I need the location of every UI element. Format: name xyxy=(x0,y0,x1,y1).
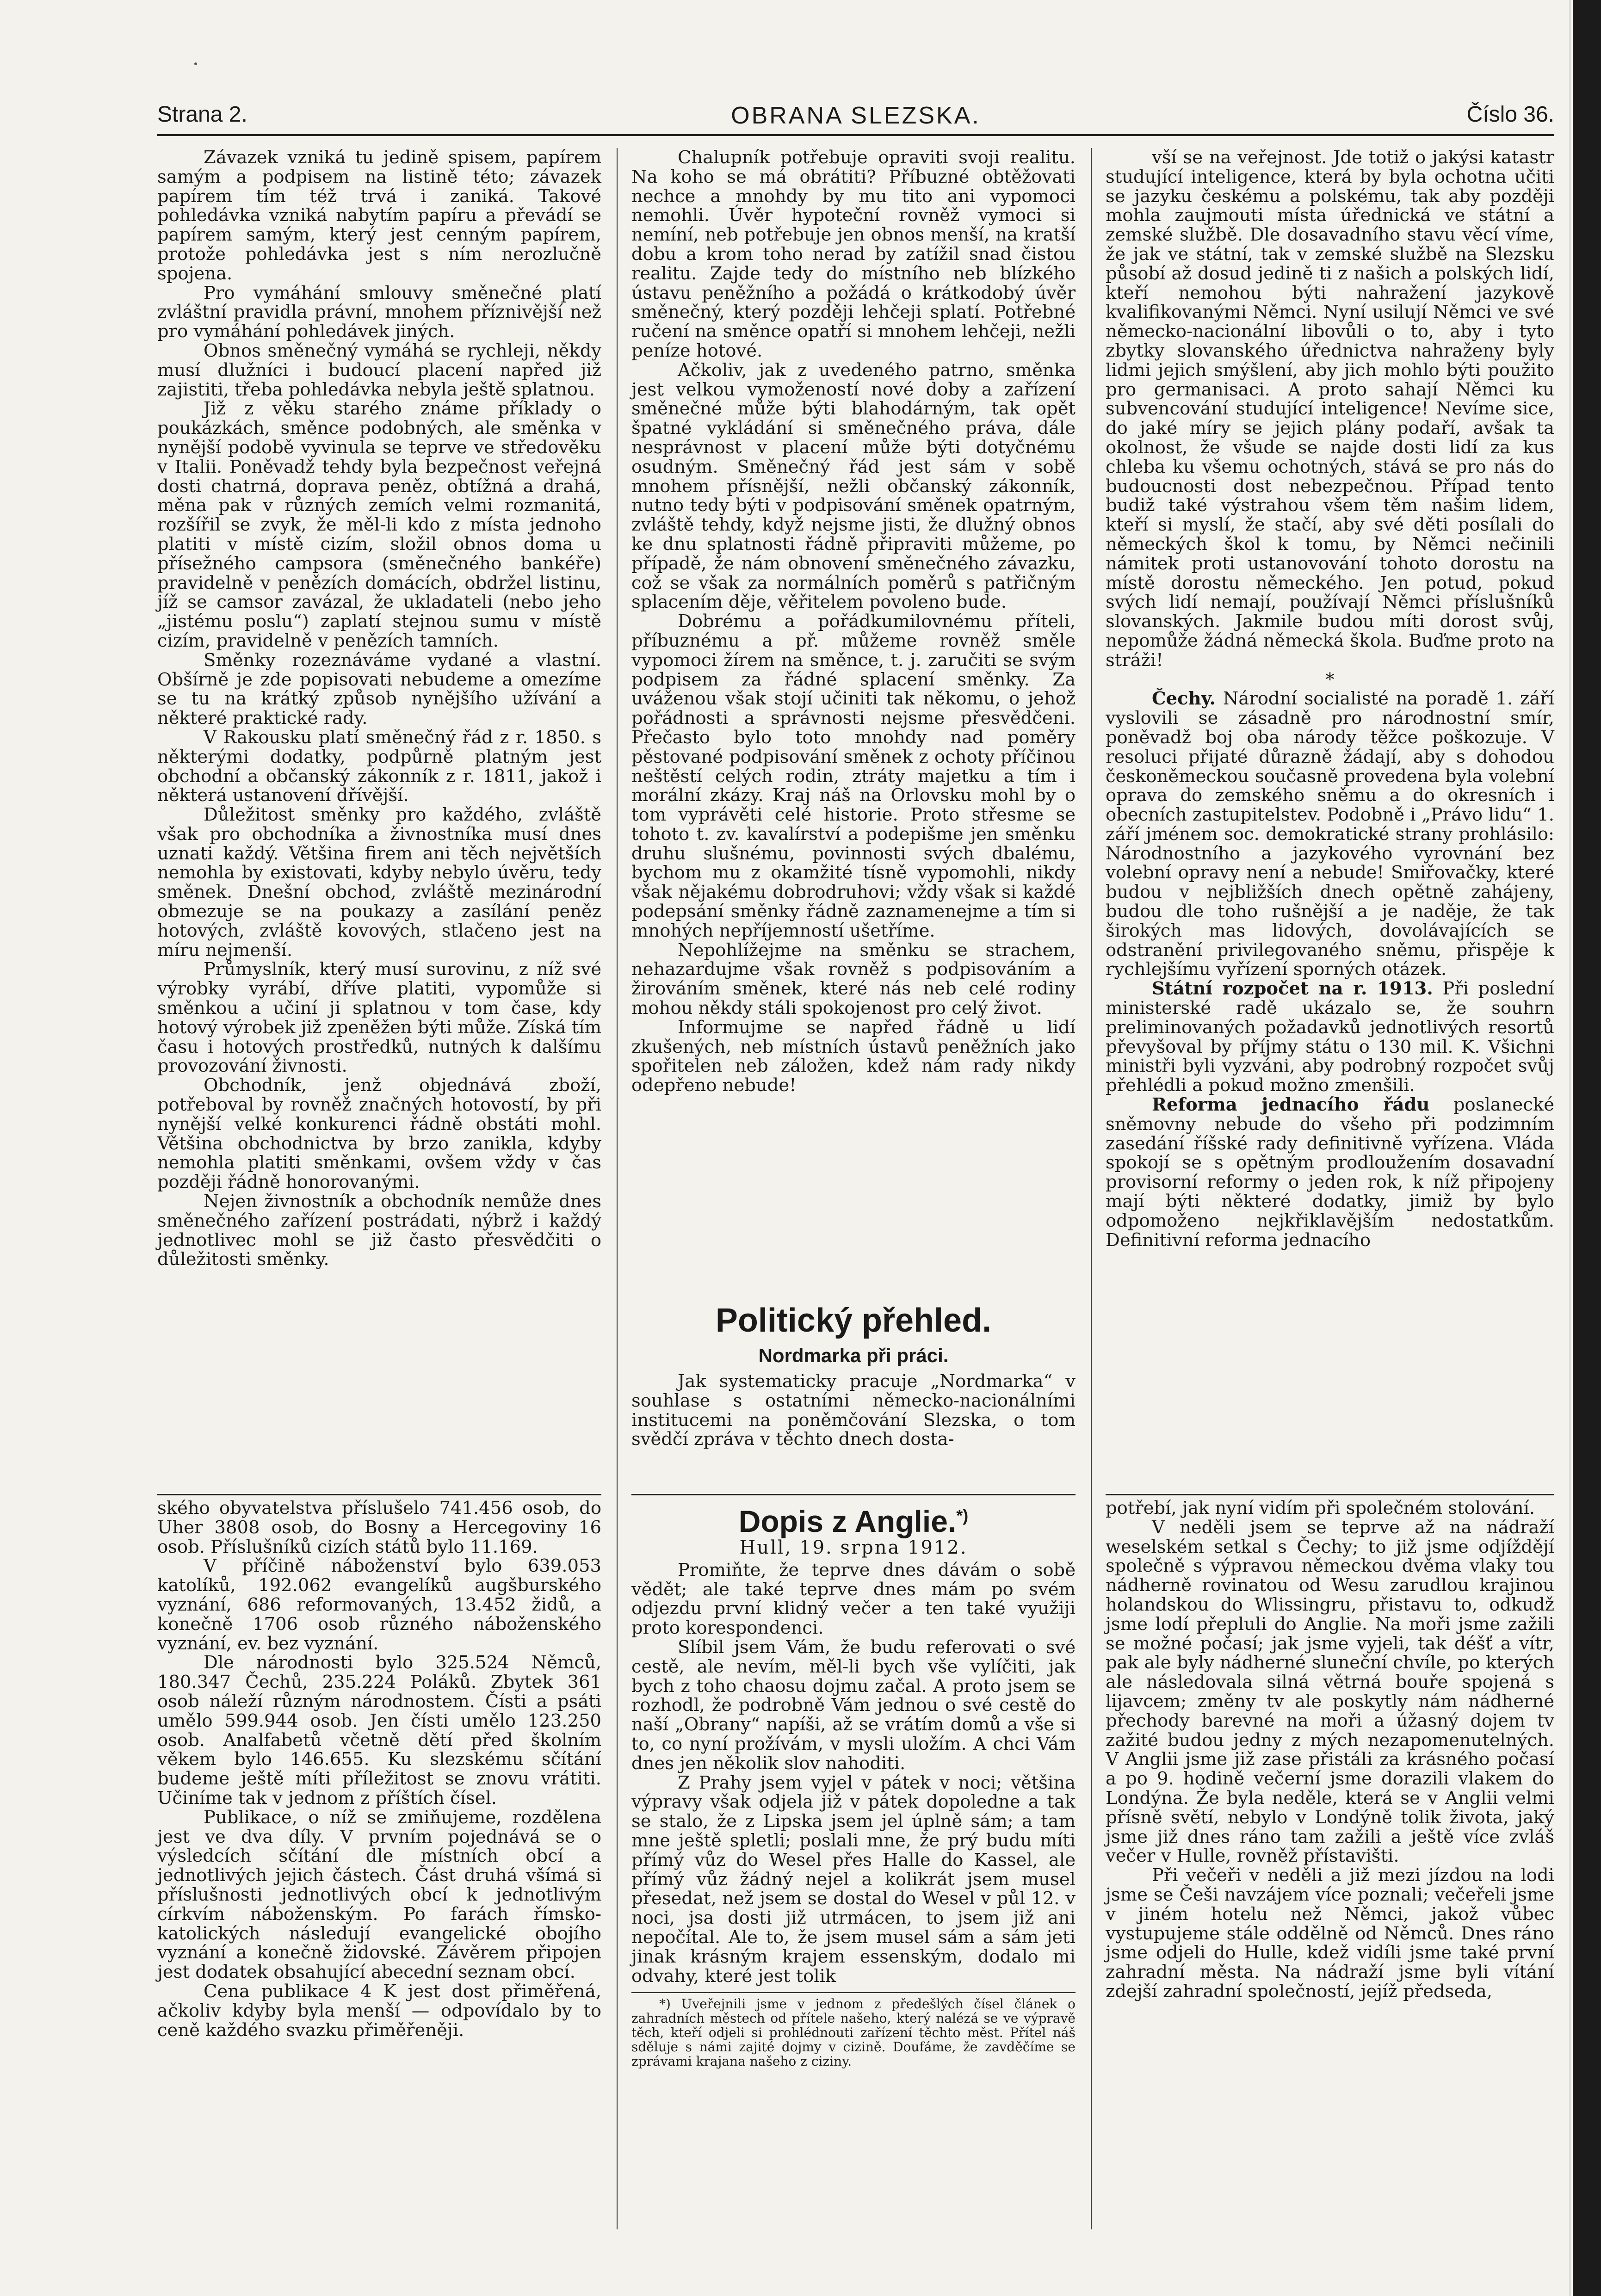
body-text: Národní socialisté na poradě 1. září vyslovili se zásadně pro národnostní smír, poněvadž boj oba národy těžce poškozuje. V resoluci přijaté důrazně žádají, aby s dohodou českoněmeckou současně provedena byla volební oprava do zemského sněmu a do okresních i obecních zastupitelstev. Podobně i „Právo lidu“ 1. září jménem soc. demokratické strany prohlásilo: Národnostního a jazykového vyrovnání bez volební opravy není a nebude! Smiřovačky, které budou v nejbližších dnech opětně zahájeny, budou dle toho rušnější a je naděje, že tak širokých mas lidových, dovolávajících se odstranění privilegovaného sněmu, přispěje k rychlejšímu vyřízení sporných otázek. xyxy=(1106,688,1554,980)
paragraph: Slíbil jsem Vám, že budu referovati o své cestě, ale nevím, měl-li bych vše vylíčiti, jak bych z toho chaosu dojmu začal. A proto jsem se rozhodl, že podrobně Vám jednou o své cestě do naší „Obrany“ napíši, až se vrátím domů a vše si to, co nyní prožívám, v mysli uložím. A chci Vám dnes jen několik slov nahoditi. xyxy=(631,1636,1076,1774)
paragraph: Informujme se napřed řádně u lidí zkušených, neb místních ústavů peněžních jako spořitelen neb záložen, kdež nám rady nikdy odepřeno nebude! xyxy=(631,1017,1076,1096)
dateline: Hull, 19. srpna 1912. xyxy=(739,1537,968,1558)
footnote: *) Uveřejnili jsme v jednom z předešlých čísel článek o zahradních městech od přítele našeho, který nalézá se ve výpravě těch, kteří odjeli si prohlédnouti zařízení těchto měst. Přítel náš sděluje s námi zajité dojmy v cizině. Doufáme, že zavděčíme se zprávami krajana našeho z ciziny. xyxy=(631,1992,1076,2068)
lead-text: Čechy. xyxy=(1152,688,1216,710)
paragraph: Důležitost směnky pro každého, zvláště však pro obchodníka a živnostníka musí dnes uznati každý. Většina firem ani těch největších nemohla by existovati, kdyby nebylo úvěru, tedy směnek. Dnešní obchod, zvláště mezinárodní obmezuje se na poukazy a zasílání peněz hotových, zvláště kovových, stlačeno jest na míru nejmenší. xyxy=(157,804,601,961)
column-divider xyxy=(1091,148,1092,2229)
paragraph: Směnky rozeznáváme vydané a vlastní. Obšírně je zde popisovati nebudeme a omezíme se tu na krátký způsob nynějšího užívání a některé praktické rady. xyxy=(157,649,601,729)
section-rule xyxy=(157,1494,601,1495)
paragraph: V neděli jsem se teprve až na nádraží weselském setkal s Čechy; to již jsme odjíždějí společně s výpravou německou dvěma vlaky tou nádherně rovinatou od Wesu zarudlou krajinou holandskou do Wlissingru, přistavu to, odkudž jsme lodí přepluli do Anglie. Na moři jsme zažili se možné počasí; jak jsme vyjeli, tak déšť a vítr, pak ale byly nádherné sluneční chvíle, po kterých ale následovala silná větrná bouře spojená s lijavcem; změny tv ale poskytly nám nádherné přechody barevné na moři a úžasný dojem tv zažité budou jedny z mých nezapomenutelných. V Anglii jsme již zase přistáli za krásného počasí a po 9. hodině večerní jsme dorazili vlakem do Londýna. Že byla neděle, která se v Anglii velmi přísně světí, nebylo v Londýně tolik života, jaký jsme již dnes ráno tam zažili a ještě více zvláš večer v Hulle, rovněž přístavišti. xyxy=(1106,1517,1554,1867)
paragraph: Z Prahy jsem vyjel v pátek v noci; většina výpravy však odjela již v pátek dopoledne a tak se stalo, že z Lipska jsem jel úplně sám; a tam mne ještě spletli; poslali mne, že prý budu míti přímý vůz do Wesel přes Halle do Kassel, ale přímý vůz žádný nejel a kolikrát jsem musel přesedat, než jsem se dostal do Wesel v půl 12. v noci, jsa dosti již utrmácen, to jsem již ani nepočítal. Ale to, že jsem musel sám a sám jeti jinak krásným krajem essenským, dodalo mi odvahy, které jest tolik xyxy=(631,1772,1076,1987)
column-divider xyxy=(617,148,618,2229)
column-1-smenky xyxy=(157,148,601,1545)
footnote-mark: *) xyxy=(956,1506,969,1525)
newspaper-page xyxy=(157,97,1554,2234)
scan-edge-strip xyxy=(1573,0,1601,2296)
paragraph: Průmyslník, který musí surovinu, z níž své výrobky vyrábí, dříve platiti, vypomůže si směnkou a učiní ji splatnou v tom čase, kdy hotový výrobek již zpeněžen býti může. Získá tím času i hotových prostředků, nutných k dalšímu provozování živnosti. xyxy=(157,959,601,1077)
body-text: poslanecké sněmovny nebude do všeho při podzimním zasedání říšské rady definitivně vyřízena. Vláda spokojí se s opětným prodloužením dosavadní provisorní reformy o jeden rok, k níž připojeny mají býti některé dodatky, jimiž by bylo odpomoženo nejkřiklavějším nedostatkům. Definitivní reforma jednacího xyxy=(1106,1094,1554,1251)
paragraph: ského obyvatelstva příslušelo 741.456 osob, do Uher 3808 osob, do Bosny a Hercegoviny 16 osob. Příslušníků cizích států bylo 11.169. xyxy=(157,1498,601,1557)
page-number: Strana 2. xyxy=(157,102,247,127)
lead-text: Státní rozpočet na r. 1913. xyxy=(1152,978,1433,1000)
page-header xyxy=(157,97,1554,136)
paragraph: Promiňte, že teprve dnes dávám o sobě vědět; ale také teprve dnes mám po svém odjezdu první klidný večer a ten také využiji proto korespondenci. xyxy=(631,1559,1076,1639)
paragraph: Obnos směnečný vymáhá se rychleji, někdy musí dlužníci i budoucí placení napřed již zajistiti, třeba pohledávka nebyla ještě splatnou. xyxy=(157,340,601,400)
column-3-dopis-continued xyxy=(1106,1499,1554,2001)
issue-number: Číslo 36. xyxy=(1466,102,1554,127)
column-3-politika xyxy=(1106,148,1554,1503)
dopis-z-anglie-article xyxy=(631,1499,1076,2068)
paragraph: vší se na veřejnost. Jde totiž o jakýsi katastr studující inteligence, která by byla ochotna učiti se jazyku českému a polskému, tak aby později mohla zaujmouti místa úřednická ve státní a zemské službě. Dle dosavadního stavu věcí víme, že jak ve státní, tak v zemské službě na Slezsku působí až dosud jedině ti z našich a polských lidí, kteří nemohou býti nahražení jazykově kvalifikovanými Němci. Nyní usilují Němci ve své německo-nacionální libovůli o to, aby i tyto zbytky slovanského úřednictva nahraženy byly lidmi jejich smýšlení, aby jich mohlo býti použito pro germanisaci. A proto sahají Němci ku subvencování studující inteligence! Nevíme sice, do jaké míry se jejich plány podaří, avšak ta okolnost, že všude se najde dosti lidí za kus chleba ku všemu ochotných, stává se pro nás do budoucnosti dost nebezpečnou. Případ tento budiž také výstrahou všem těm našim lidem, kteří si myslí, že stačí, aby své děti posílali do německých škol k tomu, by Němci nečinili námitek proti ustanovování tohoto dorostu na místě dorostu německého. Jen potud, pokud svých lidí nemají, používají Němci příslušníků slovanských. Jakmile budou míti dorost svůj, nepomůže žádná německá škola. Buďme proto na stráži! xyxy=(1106,147,1554,671)
body-text: Při poslední ministerské radě ukázalo se, že souhrn preliminovaných požadavků jednotlivých resortů převyšoval by příjmy státu o 130 mil. K. Všichni ministři byli vyzváni, aby podrobný rozpočet svůj přehlédli a pokud možno zmenšili. xyxy=(1106,978,1554,1096)
article-title xyxy=(631,1499,1076,1538)
paragraph: potřebí, jak nyní vidím při společném stolování. xyxy=(1106,1498,1535,1518)
paragraph: Dle národnosti bylo 325.524 Němců, 180.347 Čechů, 235.224 Poláků. Zbytek 361 osob náleží různým národnostem. Čísti a psáti umělo 599.944 osob. Jen čísti umělo 123.250 osob. Analfabetů včetně dětí před školním věkem bylo 146.655. Ku slezskému sčítání budeme ještě míti příležitost se znovu vrátiti. Učiníme tak v jednom z příštích čísel. xyxy=(157,1652,601,1808)
paragraph: Ačkoliv, jak z uvedeného patrno, směnka jest velkou vymožeností nové doby a zařízení směnečné může býti blahodárným, tak opět špatné vykládání si směnečného práva, dále nesprávnost v placení může býti dotyčnému osudným. Směnečný řád jest sám v sobě mnohem přísnější, nežli občanský zákonník, nutno tedy býti v podpisování směnek opatrným, zvláště tehdy, když nejsme jisti, že dlužný obnos ke dnu splatnosti řádně připraviti můžeme, po případě, že nám obnovení směnečného závazku, což se však za normálních poměrů s patřičným splacením děje, věřitelem povoleno bude. xyxy=(631,359,1076,613)
paragraph: Obchodník, jenž objednává zboží, potřeboval by rovněž značných hotovostí, by při nynější velké konkurenci řádně obstáti mohl. Většina obchodnictva by brzo zanikla, kdyby nemohla platiti směnkami, ovšem vždy v čas později řádně honorovanými. xyxy=(157,1075,601,1193)
article-title-text: Dopis z Anglie. xyxy=(738,1504,957,1538)
lead-text: Reforma jednacího řádu xyxy=(1152,1094,1430,1116)
politicky-prehled-section xyxy=(631,1290,1076,1449)
paragraph: Dobrému a pořádkumilovnému příteli, příbuznému a př. můžeme rovněž směle vypomoci žírem na směnce, t. j. zaručiti se svým podpisem za řádné splacení směnky. Za uváženou však stojí učiniti tak někomu, o jehož pořádnosti a správnosti nejsme přesvědčeni. Přečasto bylo toto mnohdy nad poměry pěstované podpisování směnek z ochoty příčinou neštěstí celých rodin, ztráty majetku a tím i morální zkázy. Kraj náš na Orlovsku mohl by o tom vyprávěti celé historie. Proto střesme se tohoto t. zv. kavalírství a podepišme jen směnku druhu slušnému, povinnosti svých dbalému, bychom mu z okamžité tísně vypomohli, nikdy však nějakému dobrodruhovi; vždy však si každé podepsání směnky řádně zaznamenejme a tím si mnohých nepříjemností ušetříme. xyxy=(631,611,1076,941)
paragraph: Závazek vzniká tu jedině spisem, papírem samým a podpisem na listině této; závazek papírem tím též trvá i zaniká. Takové pohledávka vzniká nabytím papíru a převádí se papírem samým, který jest cenným papírem, protože pohledávka jest s ním nerozlučně spojena. xyxy=(157,147,601,284)
paragraph: Jak systematicky pracuje „Nordmarka“ v souhlase s ostatními německo-nacionálními institucemi na poněmčování Slezska, o tom svědčí zpráva v těchto dnech dosta- xyxy=(631,1371,1076,1450)
paragraph: Cena publikace 4 K jest dost přiměřená, ačkoliv kdyby byla menší — odpovídalo by to ceně každého svazku přiměřeněji. xyxy=(157,1981,601,2041)
section-title: Politický přehled. xyxy=(715,1302,992,1339)
paragraph: Pro vymáhání smlouvy směnečné platí zvláštní pravidla právní, mnohem příznivější než pro vymáhání pohledávek jiných. xyxy=(157,282,601,342)
column-1-scitani xyxy=(157,1499,601,2040)
paragraph: Chalupník potřebuje opraviti svoji realitu. Na koho se má obrátiti? Příbuzné obtěžovati nechce a mnohdy by mu tito ani vypomoci nemohli. Úvěr hypoteční rovněž vymoci si nemíní, neb potřebuje jen obnos menší, na kratší dobu a krom toho nerad by zatížil snad čistou realitu. Zajde tedy do místního neb blízkého ústavu peněžního a požádá o krátkodobý úvěr směnečný, který později lehčeji splatí. Potřebné ručení na směnce opatří si mnohem lehčeji, nežli peníze hotové. xyxy=(631,147,1076,361)
paragraph: V příčině náboženství bylo 639.053 katolíků, 192.062 evangelíků augšburského vyznání, 686 reformovaných, 13.452 židů, a konečně 1706 osob různého náboženského vyznání, ev. bez vyznání. xyxy=(157,1555,601,1654)
paragraph: Při večeři v neděli a již mezi jízdou na lodi jsme se Češi navzájem více poznali; večeřeli jsme v jiném hotelu než Němci, jakož vůbec vystupujeme stále oddělně od Němců. Dnes ráno jsme odjeli do Hulle, kdež vidíli jsme také první zahradní města. Na nádraží jsme byli vítání zdejší zahradní společností, jejíž předseda, xyxy=(1106,1865,1554,2002)
column-2-smenky xyxy=(631,148,1076,1341)
paragraph: Publikace, o níž se zmiňujeme, rozdělena jest ve dva díly. V prvním pojednává se o výsledcích sčítání dle místních obcí a jednotlivých jejich částech. Část druhá všímá si příslušnosti jednotlivých obcí k jednotlivým církvím náboženským. Po farách římsko-katolických následují evangelické obojího vyznání a konečně židovské. Závěrem připojen jest dodatek obsahující abecední seznam obcí. xyxy=(157,1807,601,1983)
paragraph: V Rakousku platí směnečný řád z r. 1850. s některými dodatky, podpůrně platným jest obchodní a občanský zákonník z r. 1811, jakož i některá ustanovení dřívější. xyxy=(157,727,601,806)
section-rule xyxy=(1106,1494,1554,1495)
paragraph-reforma xyxy=(1106,1095,1554,1250)
section-subtitle: Nordmarka při práci. xyxy=(758,1345,949,1366)
paragraph-cechy xyxy=(1106,689,1554,979)
scan-edge-line xyxy=(1569,0,1571,2296)
paragraph-rozpocet xyxy=(1106,979,1554,1095)
section-rule xyxy=(631,1494,1076,1495)
scan-speck xyxy=(194,62,197,65)
separator-asterisk: * xyxy=(1325,669,1335,690)
paragraph: Nepohlížejme na směnku se strachem, nehazardujme však rovněž s podpisováním a žirováním směnek, které nás neb celé rodiny mohou někdy stáli spokojenost pro celý život. xyxy=(631,939,1076,1019)
newspaper-title: OBRANA SLEZSKA. xyxy=(731,102,981,129)
paragraph: Nejen živnostník a obchodník nemůže dnes směnečného zařízení postrádati, nýbrž i každý jednotlivec mohl se již často přesvědčiti o důležitosti směnky. xyxy=(157,1191,601,1270)
paragraph: Již z věku starého známe příklady o poukázkách, směnce podobných, ale směnka v nynější podobě vyvinula se teprve ve středověku v Italii. Poněvadž tehdy byla bezpečnost veřejná dosti chatrná, doprava peněz, obtížná a drahá, měna pak v různých zemích velmi rozmanitá, rozšířil se zvyk, že měl-li kdo z místa jednoho platiti v místě cizím, složil obnos doma u přísežného campsora (směnečného bankéře) pravidelně v penězích domácích, obdržel listinu, jíž se camsor zavázal, že ukladateli (nebo jeho „jistému poslu“) zaplatí stejnou sumu v místě cizím, pravidelně v penězích tamních. xyxy=(157,398,601,651)
